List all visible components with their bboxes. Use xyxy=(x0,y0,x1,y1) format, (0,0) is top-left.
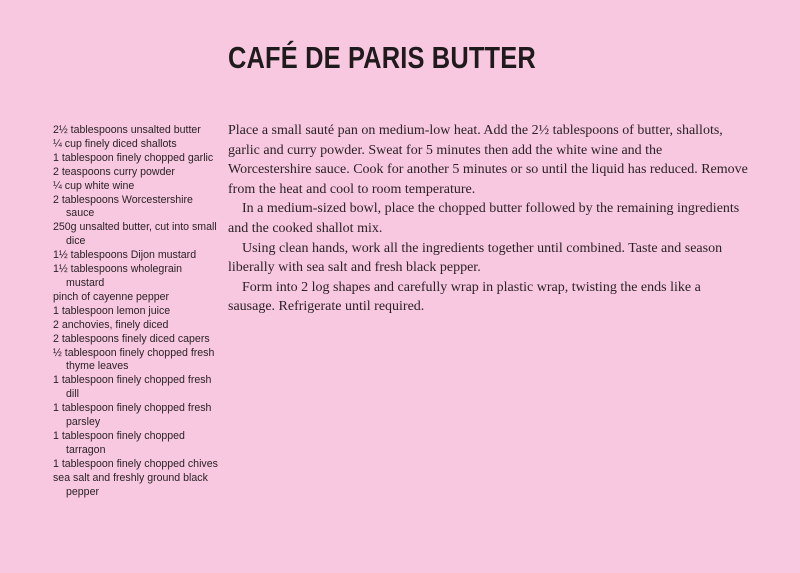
method-paragraph: Form into 2 log shapes and carefully wrap in plastic wrap, twisting the ends like a sausage. Refrigerate until required. xyxy=(228,279,701,315)
ingredient-item: 1 tablespoon finely chopped garlic xyxy=(53,151,214,164)
ingredient-item: 1 tablespoon finely chopped chives xyxy=(53,457,218,470)
ingredient-item: 250g unsalted butter, cut into small dice xyxy=(53,221,217,248)
ingredient-item: 1 tablespoon finely chopped fresh dill xyxy=(53,374,212,401)
ingredient-item: 1½ tablespoons Dijon mustard xyxy=(53,249,197,262)
method-paragraph: Using clean hands, work all the ingredients together until combined. Taste and season liberally with sea salt and fresh black pepper. xyxy=(228,240,723,276)
ingredient-item: 2 anchovies, finely diced xyxy=(53,318,169,331)
method-section xyxy=(228,121,748,317)
ingredient-item: ½ tablespoon finely chopped fresh thyme leaves xyxy=(53,346,215,373)
ingredient-item: 2 tablespoons finely diced capers xyxy=(53,332,210,345)
ingredient-item: 1 tablespoon finely chopped tarragon xyxy=(53,429,185,456)
ingredient-item: 2 tablespoons Worcestershire sauce xyxy=(53,193,193,220)
ingredient-item: ¼ cup finely diced shallots xyxy=(53,137,177,150)
method-paragraph: In a medium-sized bowl, place the chopped butter followed by the remaining ingredients and the cooked shallot mix. xyxy=(228,201,740,236)
ingredient-item: sea salt and freshly ground black pepper xyxy=(53,471,208,498)
ingredient-item: ¼ cup white wine xyxy=(53,179,135,192)
ingredient-item: 1 tablespoon lemon juice xyxy=(53,304,171,317)
ingredients-list xyxy=(53,124,223,499)
ingredient-item: 2½ tablespoons unsalted butter xyxy=(53,124,201,136)
recipe-title: CAFÉ DE PARIS BUTTER xyxy=(228,40,536,75)
ingredient-item: 1½ tablespoons wholegrain mustard xyxy=(53,263,182,289)
ingredient-item: 2 teaspoons curry powder xyxy=(53,165,175,178)
ingredient-item: pinch of cayenne pepper xyxy=(53,290,170,303)
method-paragraph: Place a small sauté pan on medium-low heat. Add the 2½ tablespoons of butter, shallots, garlic and curry powder. Sweat for 5 minutes then add the white wine and the Worcestershire sauce. Cook for another 5 minutes or so until the liquid has reduced. Remove from the heat and cool to room temperature. xyxy=(228,123,748,197)
ingredient-item: 1 tablespoon finely chopped fresh parsley xyxy=(53,402,212,429)
